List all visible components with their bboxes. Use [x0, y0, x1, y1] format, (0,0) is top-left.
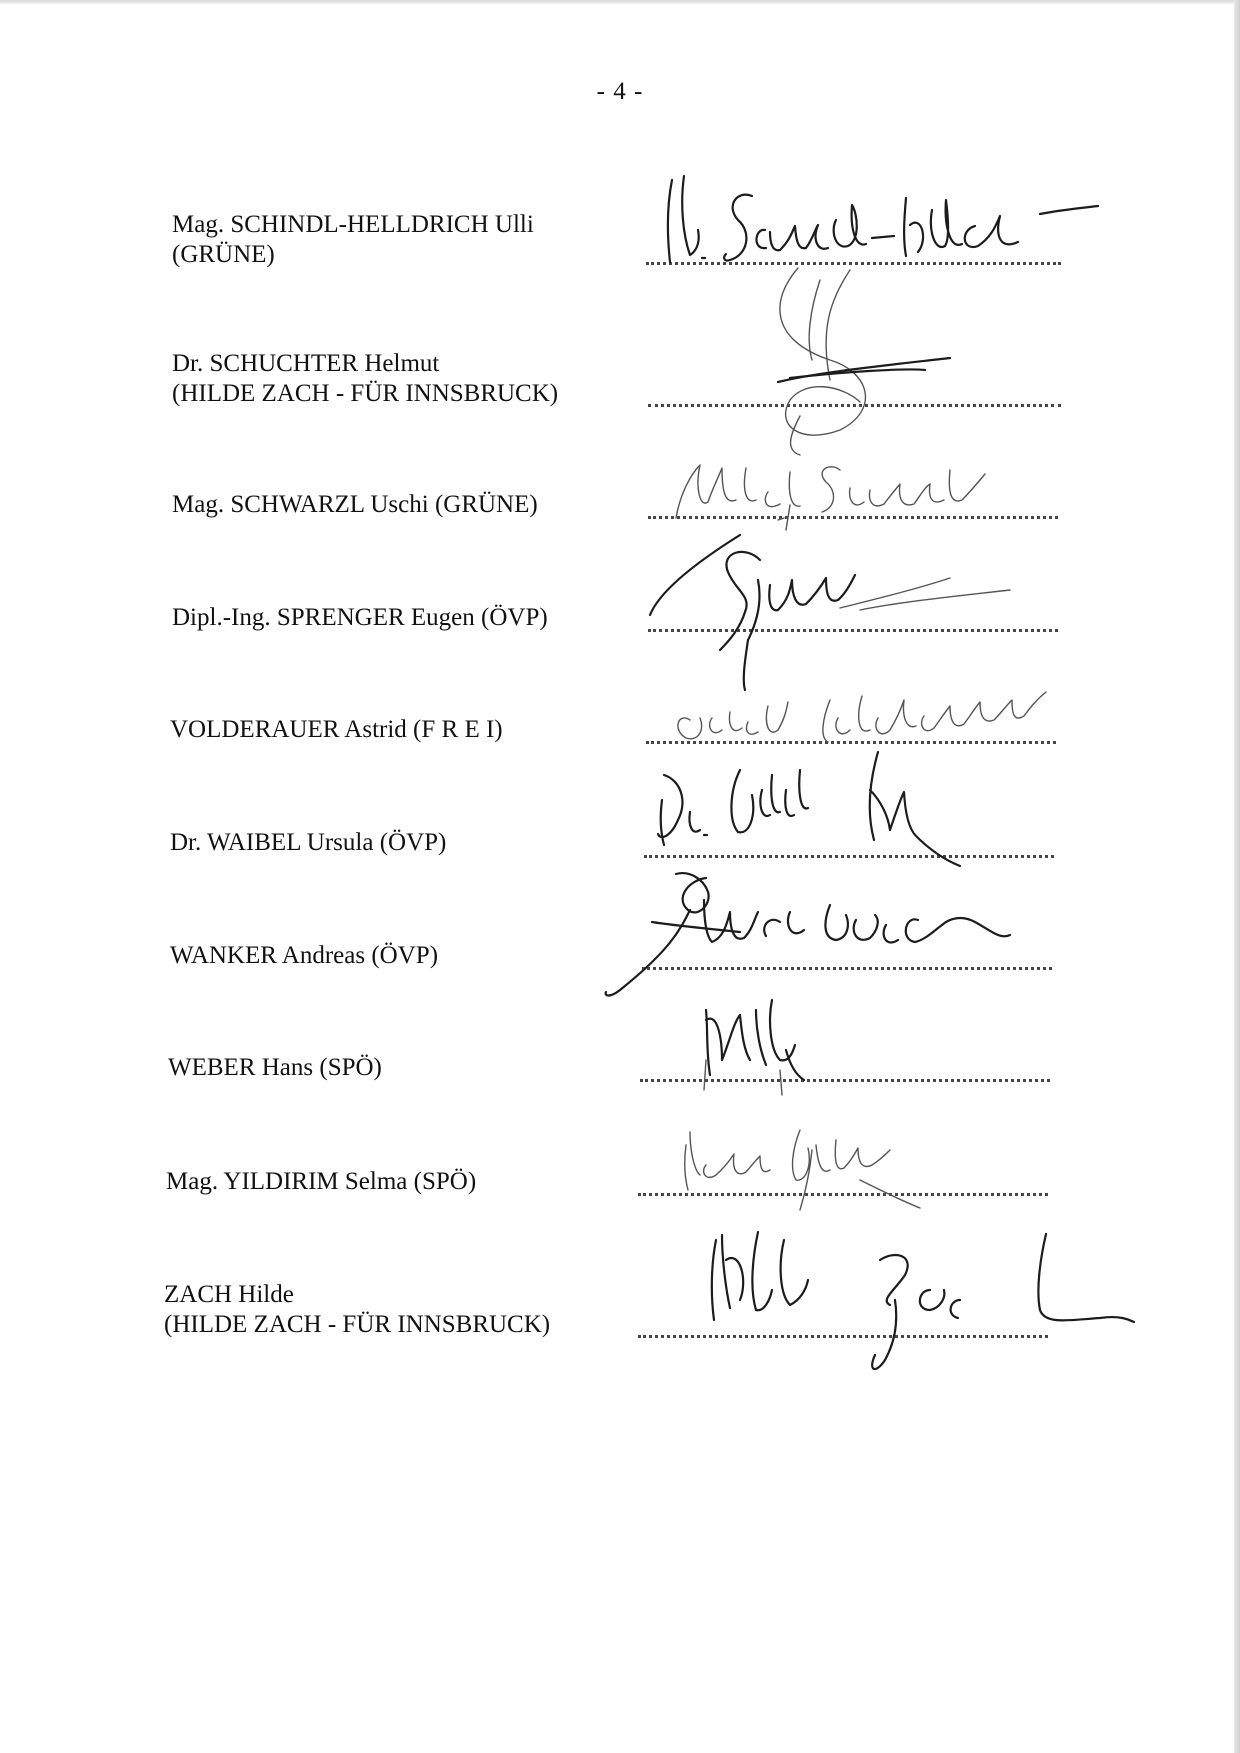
signature-line: [640, 1079, 1050, 1082]
signatory-entry: [0, 715, 1240, 795]
signatory-entry: [0, 490, 1240, 570]
signature-line: [638, 1335, 1048, 1338]
signatory-entry: [0, 205, 1240, 285]
page-number: - 4 -: [596, 78, 644, 105]
signatory-name: ZACH Hilde (HILDE ZACH - FÜR INNSBRUCK): [164, 1281, 551, 1338]
signature-line: [646, 262, 1061, 265]
signature-line: [648, 629, 1058, 632]
signature-line: [642, 967, 1052, 970]
signatory-name: Mag. YILDIRIM Selma (SPÖ): [166, 1168, 477, 1195]
signatory-name: Mag. SCHWARZL Uschi (GRÜNE): [172, 491, 538, 518]
signatory-entry: [0, 1053, 1240, 1133]
signature-line: [646, 741, 1056, 744]
signatory-entry: [0, 1280, 1240, 1360]
signatory-name: Dr. WAIBEL Ursula (ÖVP): [170, 829, 447, 856]
signatory-name: VOLDERAUER Astrid (F R E I): [170, 716, 503, 743]
signatory-entry: [0, 349, 1240, 429]
signatory-entry: [0, 941, 1240, 1021]
scan-edge-top: [0, 0, 1240, 4]
signatory-name: Dr. SCHUCHTER Helmut (HILDE ZACH - FÜR INNSBRUCK): [172, 350, 559, 407]
signatory-name: WEBER Hans (SPÖ): [168, 1054, 382, 1081]
signatory-entry: [0, 828, 1240, 908]
signatory-entry: [0, 1167, 1240, 1247]
signature-line: [648, 516, 1058, 519]
signatory-name: WANKER Andreas (ÖVP): [170, 942, 439, 969]
signatory-name: Dipl.-Ing. SPRENGER Eugen (ÖVP): [172, 604, 548, 631]
signatory-entry: [0, 603, 1240, 683]
signature-line: [648, 404, 1061, 407]
signature-line: [644, 855, 1054, 858]
signature-line: [638, 1193, 1048, 1196]
signatory-name: Mag. SCHINDL-HELLDRICH Ulli (GRÜNE): [172, 211, 534, 268]
